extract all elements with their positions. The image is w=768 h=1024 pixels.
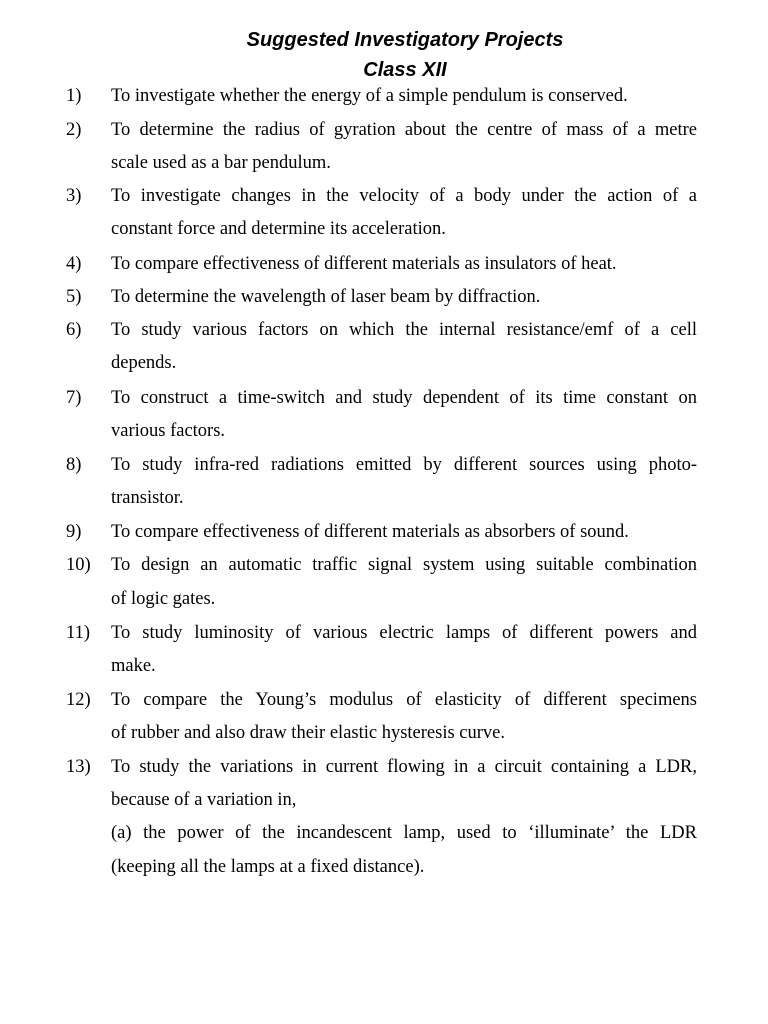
page-title: Suggested Investigatory Projects — [246, 29, 564, 51]
project-text: To investigate changes in the velocity of a body under the action of a — [111, 186, 697, 206]
project-text: (keeping all the lamps at a fixed distance). — [111, 857, 425, 877]
project-number: 10) — [66, 555, 91, 575]
project-text: To construct a time-switch and study dependent of its time constant on — [111, 388, 697, 408]
project-number: 8) — [66, 455, 82, 475]
project-text: depends. — [111, 353, 177, 373]
project-text: To compare effectiveness of different materials as absorbers of sound. — [111, 522, 629, 542]
project-number: 6) — [66, 320, 82, 340]
project-number: 12) — [66, 690, 91, 710]
project-text: of logic gates. — [111, 589, 216, 609]
project-number: 5) — [66, 287, 82, 307]
project-text: To study infra-red radiations emitted by different sources using photo- — [111, 455, 697, 475]
project-text: because of a variation in, — [111, 790, 297, 810]
project-number: 3) — [66, 186, 82, 206]
page-subtitle: Class XII — [363, 59, 447, 81]
project-number: 2) — [66, 120, 82, 140]
project-text: make. — [111, 656, 156, 676]
project-text: constant force and determine its acceleration. — [111, 219, 446, 239]
project-number: 9) — [66, 522, 82, 542]
project-text: To study various factors on which the internal resistance/emf of a cell — [111, 320, 697, 340]
project-text: of rubber and also draw their elastic hysteresis curve. — [111, 723, 506, 743]
project-text: To compare the Young’s modulus of elasticity of different specimens — [111, 690, 697, 710]
project-number: 11) — [66, 623, 90, 643]
project-number: 4) — [66, 254, 82, 274]
project-text: To study luminosity of various electric lamps of different powers and — [111, 623, 697, 643]
project-text: various factors. — [111, 421, 226, 441]
project-text: To determine the wavelength of laser beam by diffraction. — [111, 287, 541, 307]
project-text: To investigate whether the energy of a simple pendulum is conserved. — [111, 86, 628, 106]
project-text: To compare effectiveness of different materials as insulators of heat. — [111, 254, 617, 274]
project-text: To determine the radius of gyration about the centre of mass of a metre — [111, 120, 697, 140]
project-text: (a) the power of the incandescent lamp, used to ‘illuminate’ the LDR — [111, 823, 697, 843]
project-number: 7) — [66, 388, 82, 408]
project-number: 13) — [66, 757, 91, 777]
project-text: scale used as a bar pendulum. — [111, 153, 331, 173]
project-text: To design an automatic traffic signal system using suitable combination — [111, 555, 697, 575]
project-number: 1) — [66, 86, 82, 106]
project-text: transistor. — [111, 488, 184, 508]
project-text: To study the variations in current flowing in a circuit containing a LDR, — [111, 757, 697, 777]
